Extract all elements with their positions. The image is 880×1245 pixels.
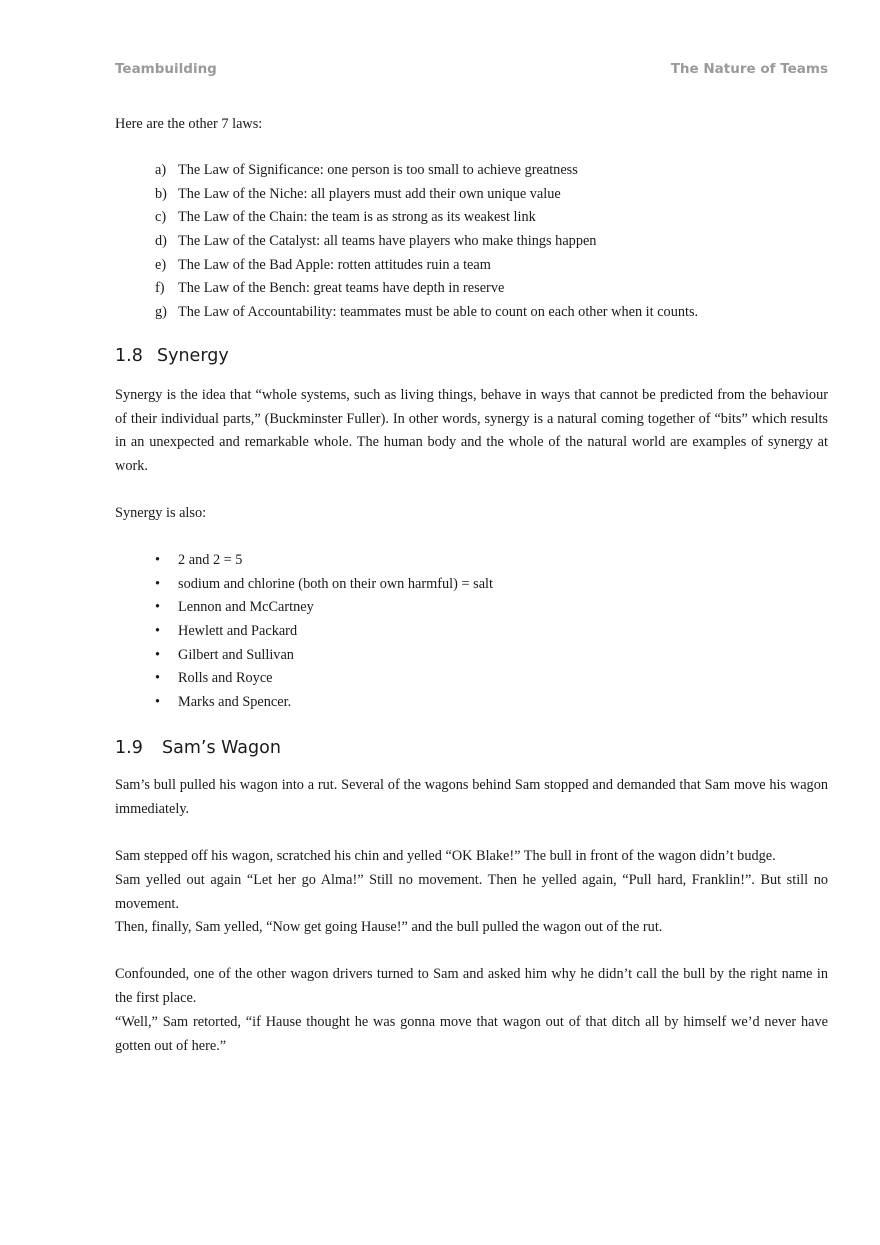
list-item: c) The Law of the Chain: the team is as strong as its weakest link — [155, 209, 536, 226]
list-item: f) The Law of the Bench: great teams have depth in reserve — [155, 280, 505, 297]
list-item: • sodium and chlorine (both on their own harmful) = salt — [155, 575, 493, 592]
section-heading-sams-wagon — [115, 738, 828, 758]
section-title: Sam’s Wagon — [162, 738, 281, 758]
section-number: 1.8 — [115, 346, 143, 366]
list-item: d) The Law of the Catalyst: all teams have players who make things happen — [155, 233, 597, 250]
header-book-title: Teambuilding — [115, 61, 217, 77]
laws-intro: Here are the other 7 laws: — [115, 116, 263, 132]
header-chapter-title: The Nature of Teams — [670, 61, 828, 77]
list-item: • Gilbert and Sullivan — [155, 646, 294, 663]
list-item: • Lennon and McCartney — [155, 599, 314, 616]
synergy-also-label: Synergy is also: — [115, 505, 207, 521]
section-heading-synergy — [115, 346, 828, 366]
wagon-paragraph-3b: “Well,” Sam retorted, “if Hause thought he was gonna move that wagon out of that ditch all by himself we’d never have gotten out of here.” — [115, 1014, 828, 1054]
section-number: 1.9 — [115, 738, 143, 758]
wagon-paragraph-1: Sam’s bull pulled his wagon into a rut. Several of the wagons behind Sam stopped and demanded that Sam move his wagon immediately. — [115, 777, 828, 817]
list-item: g) The Law of Accountability: teammates must be able to count on each other when it counts. — [155, 304, 699, 321]
list-item: • Marks and Spencer. — [155, 694, 292, 711]
wagon-paragraph-3a: Confounded, one of the other wagon drivers turned to Sam and asked him why he didn’t call the bull by the right name in the first place. — [115, 966, 828, 1006]
synergy-paragraph: Synergy is the idea that “whole systems, such as living things, behave in ways that cannot be predicted from the behaviour of their individual parts,” (Buckminster Fuller). In other words, synergy is a natural coming together of “bits” which results in an unexpected and remarkable whole. The human body and the whole of the natural world are examples of synergy at work. — [115, 387, 828, 475]
running-header — [115, 61, 828, 81]
wagon-paragraph-2a: Sam stepped off his wagon, scratched his chin and yelled “OK Blake!” The bull in front of the wagon didn’t budge. — [115, 848, 776, 864]
list-item: a) The Law of Significance: one person is too small to achieve greatness — [155, 162, 578, 178]
list-item: e) The Law of the Bad Apple: rotten attitudes ruin a team — [155, 256, 491, 273]
wagon-paragraph-2b: Sam yelled out again “Let her go Alma!” Still no movement. Then he yelled again, “Pull hard, Franklin!”. But still no movement. — [115, 872, 828, 912]
list-item: • Rolls and Royce — [155, 670, 273, 687]
laws-list — [155, 159, 815, 325]
synergy-bullets — [155, 549, 815, 715]
list-item: b) The Law of the Niche: all players must add their own unique value — [155, 185, 561, 202]
section-title: Synergy — [157, 346, 229, 366]
list-item: • 2 and 2 = 5 — [155, 552, 243, 568]
wagon-paragraph-2c: Then, finally, Sam yelled, “Now get going Hause!” and the bull pulled the wagon out of the rut. — [115, 919, 663, 935]
list-item: • Hewlett and Packard — [155, 623, 298, 640]
